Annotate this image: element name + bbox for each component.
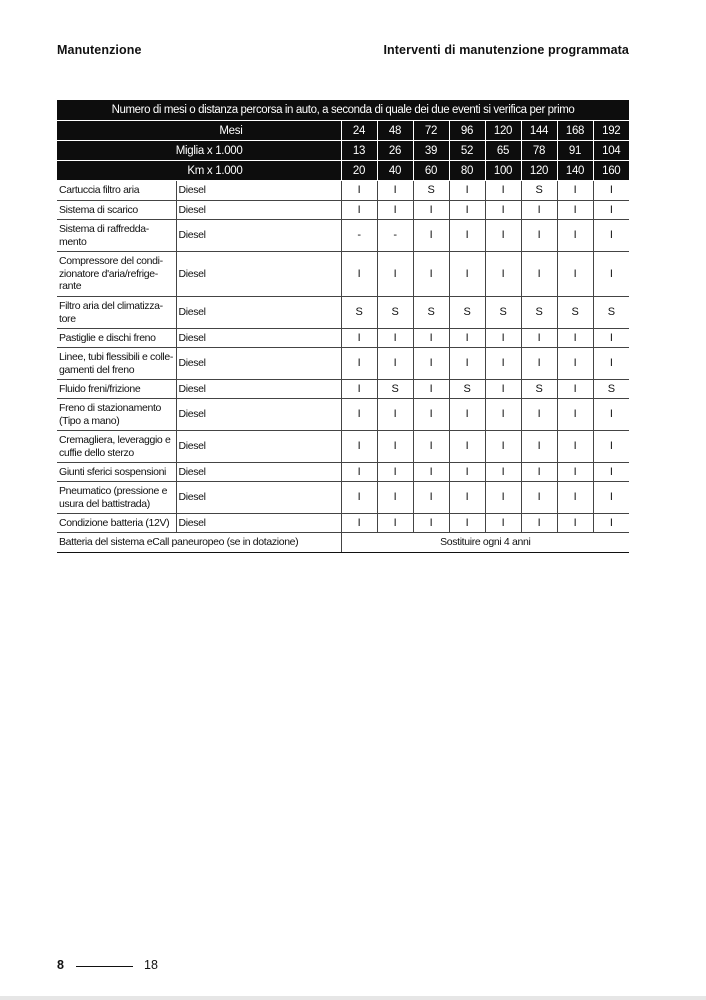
interval-cell: I xyxy=(593,329,629,348)
interval-cell: I xyxy=(377,431,413,463)
interval-cell: I xyxy=(449,201,485,220)
interval-cell: I xyxy=(341,514,377,533)
interval-cell: I xyxy=(521,201,557,220)
interval-cell: S xyxy=(413,297,449,329)
interval-cell: I xyxy=(377,329,413,348)
interval-cell: I xyxy=(341,329,377,348)
interval-cell: I xyxy=(593,514,629,533)
km-cell: 140 xyxy=(557,161,593,181)
table-title-row xyxy=(57,100,629,121)
miles-cell: 91 xyxy=(557,141,593,161)
table-row xyxy=(57,431,629,463)
interval-cell: I xyxy=(413,482,449,514)
month-cell: 168 xyxy=(557,121,593,141)
interval-cell: - xyxy=(341,220,377,252)
interval-cell: I xyxy=(449,399,485,431)
interval-cell: I xyxy=(557,252,593,297)
interval-cell: I xyxy=(341,463,377,482)
interval-cell: I xyxy=(485,514,521,533)
interval-cell: I xyxy=(521,431,557,463)
interval-cell: I xyxy=(485,482,521,514)
interval-cell: I xyxy=(341,181,377,201)
interval-cell: S xyxy=(449,380,485,399)
miles-cell: 26 xyxy=(377,141,413,161)
interval-cell: S xyxy=(413,181,449,201)
fuel-cell: Diesel xyxy=(176,431,341,463)
miles-cell: 104 xyxy=(593,141,629,161)
interval-cell: S xyxy=(521,297,557,329)
interval-cell: I xyxy=(521,252,557,297)
interval-cell: I xyxy=(413,463,449,482)
ecall-item-cell: Batteria del sistema eCall paneuropeo (se in dotazione) xyxy=(57,533,341,553)
item-cell: Cremagliera, leveraggio e cuffie dello sterzo xyxy=(57,431,176,463)
interval-cell: S xyxy=(593,380,629,399)
interval-cell: I xyxy=(413,201,449,220)
km-cell: 160 xyxy=(593,161,629,181)
interval-cell: I xyxy=(413,348,449,380)
interval-cell: I xyxy=(593,201,629,220)
interval-cell: I xyxy=(485,220,521,252)
item-cell: Freno di stazionamento (Tipo a mano) xyxy=(57,399,176,431)
interval-cell: I xyxy=(341,348,377,380)
interval-cell: I xyxy=(413,514,449,533)
interval-cell: I xyxy=(485,348,521,380)
interval-cell: I xyxy=(521,514,557,533)
fuel-cell: Diesel xyxy=(176,399,341,431)
interval-cell: I xyxy=(485,380,521,399)
months-label: Mesi xyxy=(57,121,341,141)
interval-cell: I xyxy=(413,220,449,252)
interval-cell: I xyxy=(557,463,593,482)
fuel-cell: Diesel xyxy=(176,463,341,482)
interval-cell: I xyxy=(485,463,521,482)
interval-cell: I xyxy=(449,252,485,297)
interval-cell: I xyxy=(341,201,377,220)
footer-page-number: 18 xyxy=(144,958,158,972)
interval-cell: S xyxy=(377,380,413,399)
interval-cell: I xyxy=(341,482,377,514)
ecall-row xyxy=(57,533,629,553)
km-cell: 60 xyxy=(413,161,449,181)
interval-cell: S xyxy=(521,380,557,399)
maintenance-schedule-table-wrapper xyxy=(57,100,629,553)
fuel-cell: Diesel xyxy=(176,297,341,329)
interval-cell: I xyxy=(485,329,521,348)
fuel-cell: Diesel xyxy=(176,380,341,399)
section-title: Manutenzione xyxy=(57,43,142,57)
month-cell: 120 xyxy=(485,121,521,141)
interval-cell: I xyxy=(557,514,593,533)
interval-cell: I xyxy=(341,252,377,297)
table-row xyxy=(57,252,629,297)
interval-cell: I xyxy=(593,482,629,514)
interval-cell: I xyxy=(485,181,521,201)
interval-cell: I xyxy=(485,431,521,463)
interval-cell: I xyxy=(341,380,377,399)
miles-cell: 78 xyxy=(521,141,557,161)
interval-cell: I xyxy=(413,329,449,348)
interval-cell: I xyxy=(377,348,413,380)
item-cell: Fluido freni/frizione xyxy=(57,380,176,399)
chapter-title: Interventi di manutenzione programmata xyxy=(383,43,629,57)
interval-cell: I xyxy=(377,181,413,201)
item-cell: Pneumatico (pressione e usura del battistrada) xyxy=(57,482,176,514)
month-cell: 144 xyxy=(521,121,557,141)
miles-cell: 39 xyxy=(413,141,449,161)
km-cell: 80 xyxy=(449,161,485,181)
interval-cell: I xyxy=(449,220,485,252)
interval-cell: I xyxy=(377,399,413,431)
interval-cell: I xyxy=(521,329,557,348)
fuel-cell: Diesel xyxy=(176,201,341,220)
interval-cell: I xyxy=(521,399,557,431)
footer-chapter-number: 8 xyxy=(57,958,64,972)
interval-cell: I xyxy=(413,380,449,399)
km-label: Km x 1.000 xyxy=(57,161,341,181)
fuel-cell: Diesel xyxy=(176,348,341,380)
table-row xyxy=(57,201,629,220)
fuel-cell: Diesel xyxy=(176,181,341,201)
ecall-value-cell: Sostituire ogni 4 anni xyxy=(341,533,629,553)
fuel-cell: Diesel xyxy=(176,252,341,297)
item-cell: Linee, tubi flessibili e colle- gamenti del freno xyxy=(57,348,176,380)
item-cell: Condizione batteria (12V) xyxy=(57,514,176,533)
table-row xyxy=(57,329,629,348)
table-row xyxy=(57,482,629,514)
interval-cell: I xyxy=(377,463,413,482)
item-cell: Sistema di scarico xyxy=(57,201,176,220)
interval-cell: I xyxy=(485,252,521,297)
interval-cell: I xyxy=(485,201,521,220)
interval-cell: I xyxy=(593,181,629,201)
interval-cell: I xyxy=(449,181,485,201)
table-row xyxy=(57,463,629,482)
interval-cell: S xyxy=(557,297,593,329)
km-cell: 100 xyxy=(485,161,521,181)
interval-cell: I xyxy=(521,463,557,482)
item-cell: Filtro aria del climatizza- tore xyxy=(57,297,176,329)
item-cell: Compressore del condi- zionatore d'aria/refrige- rante xyxy=(57,252,176,297)
fuel-cell: Diesel xyxy=(176,482,341,514)
interval-cell: I xyxy=(593,220,629,252)
interval-cell: I xyxy=(557,181,593,201)
interval-cell: I xyxy=(557,431,593,463)
table-row xyxy=(57,399,629,431)
item-cell: Pastiglie e dischi freno xyxy=(57,329,176,348)
maintenance-schedule-table xyxy=(57,100,629,553)
interval-cell: I xyxy=(593,463,629,482)
interval-cell: I xyxy=(413,252,449,297)
item-cell: Sistema di raffredda- mento xyxy=(57,220,176,252)
miles-row xyxy=(57,141,629,161)
km-cell: 120 xyxy=(521,161,557,181)
table-row xyxy=(57,181,629,201)
page-bottom-edge xyxy=(0,996,706,1000)
interval-cell: I xyxy=(557,329,593,348)
interval-cell: I xyxy=(557,380,593,399)
interval-cell: S xyxy=(341,297,377,329)
interval-cell: S xyxy=(449,297,485,329)
interval-cell: I xyxy=(377,201,413,220)
interval-cell: I xyxy=(557,482,593,514)
month-cell: 96 xyxy=(449,121,485,141)
interval-cell: I xyxy=(341,399,377,431)
interval-cell: I xyxy=(521,220,557,252)
table-row xyxy=(57,220,629,252)
interval-cell: I xyxy=(449,482,485,514)
interval-cell: S xyxy=(377,297,413,329)
interval-cell: I xyxy=(377,252,413,297)
months-row xyxy=(57,121,629,141)
miles-cell: 13 xyxy=(341,141,377,161)
interval-cell: I xyxy=(449,514,485,533)
interval-cell: I xyxy=(485,399,521,431)
interval-cell: I xyxy=(521,482,557,514)
interval-cell: I xyxy=(593,348,629,380)
interval-cell: I xyxy=(449,463,485,482)
interval-cell: I xyxy=(593,431,629,463)
interval-cell: S xyxy=(485,297,521,329)
interval-cell: I xyxy=(449,329,485,348)
interval-cell: I xyxy=(377,482,413,514)
interval-cell: I xyxy=(557,201,593,220)
interval-cell: I xyxy=(449,431,485,463)
interval-cell: I xyxy=(377,514,413,533)
interval-cell: I xyxy=(521,348,557,380)
interval-cell: - xyxy=(377,220,413,252)
month-cell: 48 xyxy=(377,121,413,141)
km-row xyxy=(57,161,629,181)
month-cell: 192 xyxy=(593,121,629,141)
interval-cell: I xyxy=(593,399,629,431)
item-cell: Giunti sferici sospensioni xyxy=(57,463,176,482)
table-row xyxy=(57,297,629,329)
km-cell: 40 xyxy=(377,161,413,181)
interval-cell: I xyxy=(413,399,449,431)
item-cell: Cartuccia filtro aria xyxy=(57,181,176,201)
fuel-cell: Diesel xyxy=(176,329,341,348)
interval-cell: I xyxy=(593,252,629,297)
interval-cell: I xyxy=(557,348,593,380)
interval-cell: I xyxy=(557,220,593,252)
footer-divider xyxy=(76,966,133,967)
interval-cell: S xyxy=(593,297,629,329)
table-row xyxy=(57,514,629,533)
fuel-cell: Diesel xyxy=(176,514,341,533)
interval-cell: I xyxy=(449,348,485,380)
month-cell: 24 xyxy=(341,121,377,141)
miles-label: Miglia x 1.000 xyxy=(57,141,341,161)
miles-cell: 65 xyxy=(485,141,521,161)
interval-cell: I xyxy=(413,431,449,463)
km-cell: 20 xyxy=(341,161,377,181)
interval-cell: S xyxy=(521,181,557,201)
fuel-cell: Diesel xyxy=(176,220,341,252)
month-cell: 72 xyxy=(413,121,449,141)
miles-cell: 52 xyxy=(449,141,485,161)
interval-cell: I xyxy=(341,431,377,463)
table-row xyxy=(57,348,629,380)
table-row xyxy=(57,380,629,399)
interval-cell: I xyxy=(557,399,593,431)
table-title: Numero di mesi o distanza percorsa in auto, a seconda di quale dei due eventi si verifica per primo xyxy=(57,100,629,121)
